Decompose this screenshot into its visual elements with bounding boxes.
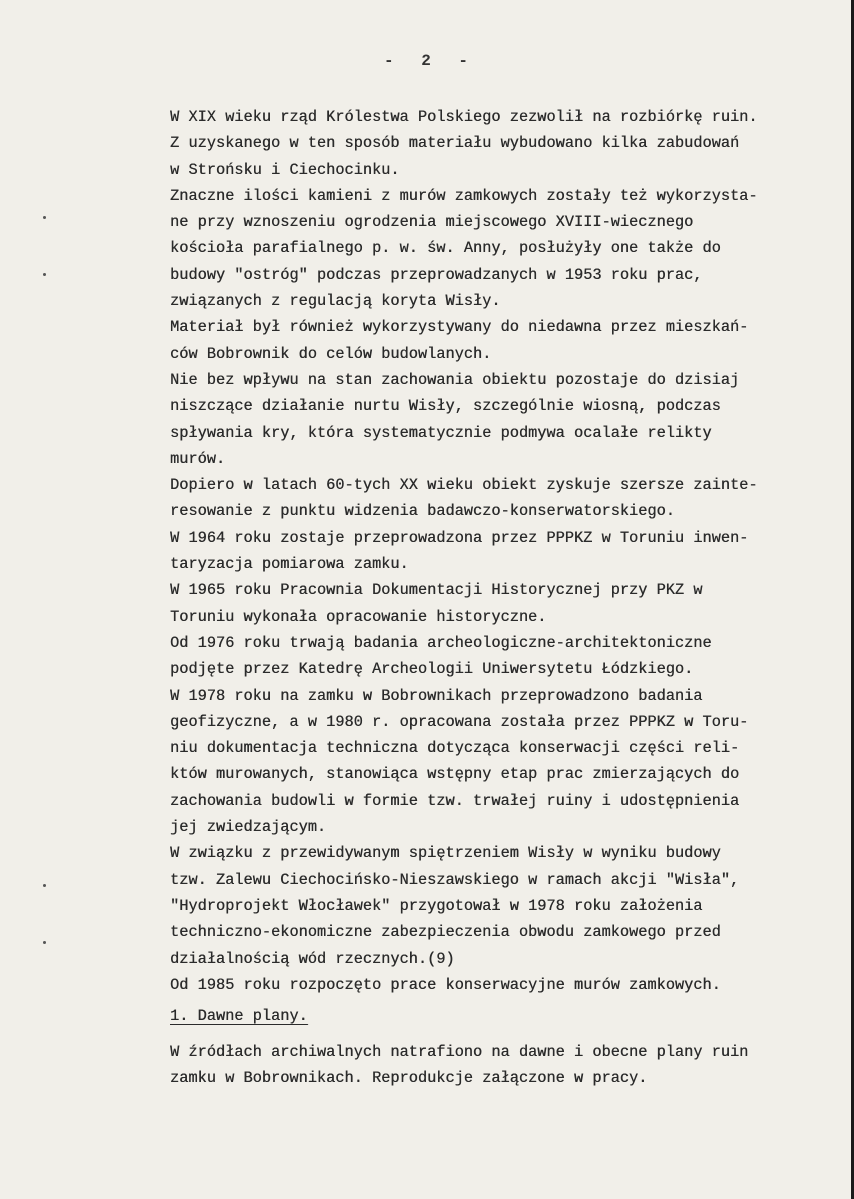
text-line: ne przy wznoszeniu ogrodzenia miejscowego XVIII-wiecznego [170,213,694,232]
text-line: w Strońsku i Ciechocinku. [170,160,400,179]
text-line: Toruniu wykonała opracowanie historyczne. [170,607,547,626]
section-text [170,1039,836,1092]
text-line: ców Bobrownik do celów budowlanych. [170,344,492,363]
text-line: resowanie z punktu widzenia badawczo-konserwatorskiego. [170,502,675,521]
text-line: zamku w Bobrownikach. Reprodukcje załączone w pracy. [170,1069,648,1088]
text-line: zachowania budowli w formie tzw. trwałej ruiny i udostępnienia [170,791,740,810]
text-line: murów. [170,449,226,468]
section-heading: 1. Dawne plany. [170,1007,308,1025]
text-line: spływania kry, która systematycznie podmywa ocalałe relikty [170,423,712,442]
text-line: techniczno-ekonomiczne zabezpieczenia obwodu zamkowego przed [170,923,721,942]
margin-punch-mark [43,216,46,219]
margin-punch-mark [43,273,46,276]
text-line: "Hydroprojekt Włocławek" przygotował w 1978 roku założenia [170,896,703,915]
text-line: niu dokumentacja techniczna dotycząca konserwacji części reli- [170,739,740,758]
text-line: W XIX wieku rząd Królestwa Polskiego zezwolił na rozbiórkę ruin. [170,108,758,126]
body-text [170,104,836,998]
text-line: związanych z regulacją koryta Wisły. [170,292,501,311]
text-line: Dopiero w latach 60-tych XX wieku obiekt zyskuje szersze zainte- [170,476,758,495]
text-line: taryzacja pomiarowa zamku. [170,555,409,574]
text-line: W 1965 roku Pracownia Dokumentacji Historycznej przy PKZ w [170,581,703,600]
text-line: Od 1985 roku rozpoczęto prace konserwacyjne murów zamkowych. [170,975,721,994]
text-line: W 1978 roku na zamku w Bobrownikach przeprowadzono badania [170,686,703,705]
text-line: Z uzyskanego w ten sposób materiału wybudowano kilka zabudowań [170,134,740,153]
text-line: W źródłach archiwalnych natrafiono na dawne i obecne plany ruin [170,1043,749,1061]
text-line: Znaczne ilości kamieni z murów zamkowych zostały też wykorzysta- [170,186,758,205]
text-line: Materiał był również wykorzystywany do niedawna przez mieszkań- [170,318,749,337]
text-line: W związku z przewidywanym spiętrzeniem Wisły w wyniku budowy [170,844,721,863]
text-line: Nie bez wpływu na stan zachowania obiektu pozostaje do dzisiaj [170,370,740,389]
margin-punch-mark [43,884,46,887]
text-line: kościoła parafialnego p. w. św. Anny, posłużyły one także do [170,239,721,258]
text-line: niszczące działanie nurtu Wisły, szczególnie wiosną, podczas [170,397,721,416]
text-line: któw murowanych, stanowiąca wstępny etap prac zmierzających do [170,765,740,784]
text-line: jej zwiedzającym. [170,818,327,837]
text-line: Od 1976 roku trwają badania archeologiczne-architektoniczne [170,633,712,652]
text-line: W 1964 roku zostaje przeprowadzona przez PPPKZ w Toruniu inwen- [170,528,749,547]
text-line: podjęte przez Katedrę Archeologii Uniwersytetu Łódzkiego. [170,660,694,679]
margin-punch-mark [43,941,46,944]
text-line: geofizyczne, a w 1980 r. opracowana została przez PPPKZ w Toru- [170,712,749,731]
text-line: budowy "ostróg" podczas przeprowadzanych w 1953 roku prac, [170,265,703,284]
page-number: - 2 - [383,52,470,70]
text-line: tzw. Zalewu Ciechocińsko-Nieszawskiego w ramach akcji "Wisła", [170,870,740,889]
text-line: działalnością wód rzecznych.(9) [170,949,455,968]
